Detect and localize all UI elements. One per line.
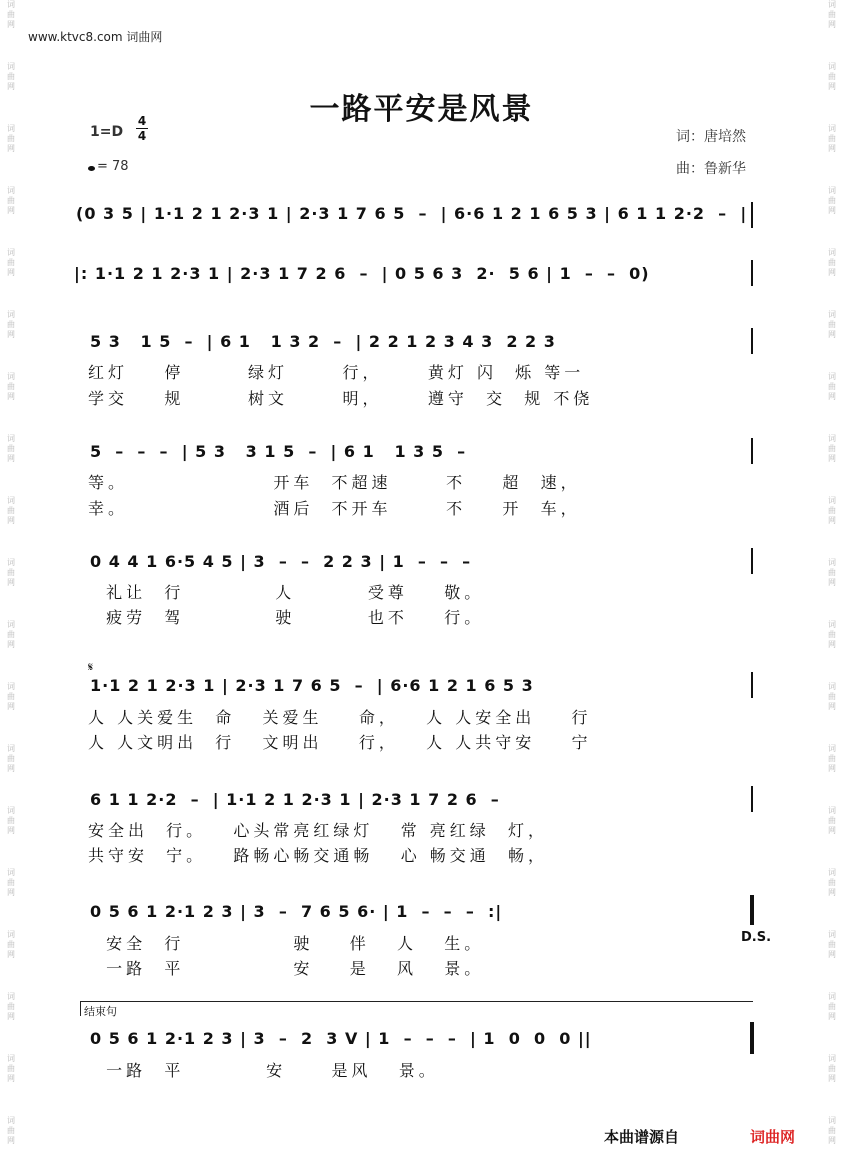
lyrics-line-7-verse-2: 共守安 宁。 路畅心畅交通畅 心 畅交通 畅， (88, 846, 548, 865)
watermark-text: 词 曲 网 (828, 124, 836, 153)
watermark-text: 词 曲 网 (828, 930, 836, 959)
watermark-text: 词 曲 网 (828, 0, 836, 29)
barline (751, 672, 753, 698)
lyrics-line-7-verse-1: 安全出 行。 心头常亮红绿灯 常 亮红绿 灯， (88, 821, 548, 840)
barline (751, 786, 753, 812)
lyrics-line-3-verse-1: 红灯 停 绿灯 行， 黄灯 闪 烁 等一 (88, 363, 585, 382)
watermark-text: 词 曲 网 (7, 558, 15, 587)
lyrics-line-5-verse-1: 礼让 行 人 受尊 敬。 (88, 583, 485, 602)
watermark-text: 词 曲 网 (7, 496, 15, 525)
footer-logo[interactable]: 词曲网 (750, 1128, 796, 1146)
watermark-text: 词 曲 网 (7, 992, 15, 1021)
lyrics-line-4-verse-1: 等。 开车 不超速 不 超 速， (88, 473, 581, 492)
watermark-text: 词 曲 网 (828, 310, 836, 339)
watermark-text: 词 曲 网 (7, 0, 15, 29)
ending-label: 结束句 (84, 1005, 117, 1018)
watermark-text: 词 曲 网 (828, 62, 836, 91)
right-watermark-strip (821, 0, 843, 1172)
lyrics-line-8-verse-2: 一路 平 安 是 风 景。 (88, 959, 485, 978)
watermark-text: 词 曲 网 (7, 1116, 15, 1145)
watermark-text: 词 曲 网 (7, 372, 15, 401)
lyricist: 词：唐培然 (676, 129, 746, 145)
notes-line-7: 6 1 1 2·2 – | 1·1 2 1 2·3 1 | 2·3 1 7 2 6 – (90, 790, 500, 809)
song-title: 一路平安是风景 (309, 92, 534, 127)
composer: 曲：鲁新华 (676, 161, 746, 177)
footer-source-text: 本曲谱源自 (604, 1128, 680, 1146)
watermark-text: 词 曲 网 (828, 372, 836, 401)
watermark-text: 词 曲 网 (7, 310, 15, 339)
watermark-text: 词 曲 网 (7, 1054, 15, 1083)
watermark-text: 词 曲 网 (7, 434, 15, 463)
watermark-text: 词 曲 网 (828, 806, 836, 835)
watermark-text: 词 曲 网 (7, 682, 15, 711)
notes-line-8: 0 5 6 1 2·1 2 3 | 3 – 7 6 5 6· | 1 – – – :| (90, 902, 503, 921)
barline (751, 438, 753, 464)
lyrics-line-9-verse-1: 一路 平 安 是风 景。 (88, 1061, 439, 1080)
watermark-text: 词 曲 网 (7, 248, 15, 277)
key-signature: 1=D (90, 124, 124, 140)
watermark-text: 词 曲 网 (828, 496, 836, 525)
ending-bracket (80, 1001, 753, 1016)
barline (751, 328, 753, 354)
watermark-text: 词 曲 网 (828, 620, 836, 649)
lyrics-line-5-verse-2: 疲劳 驾 驶 也不 行。 (88, 608, 485, 627)
watermark-text: 词 曲 网 (7, 806, 15, 835)
segno-icon: 𝄋 (88, 660, 94, 674)
watermark-text: 词 曲 网 (828, 868, 836, 897)
left-watermark-strip (0, 0, 22, 1172)
time-signature (136, 114, 148, 143)
notes-line-3: 5 3 1 5 – | 6 1 1 3 2 – | 2 2 1 2 3 4 3 2 2 3 (90, 332, 556, 351)
notes-line-4: 5 – – – | 5 3 3 1 5 – | 6 1 1 3 5 – (90, 442, 467, 461)
quarter-note-icon (88, 166, 95, 171)
notes-line-5: 0 4 4 1 6·5 4 5 | 3 – – 2 2 3 | 1 – – – (90, 552, 472, 571)
watermark-text: 词 曲 网 (7, 186, 15, 215)
lyrics-line-6-verse-2: 人 人文明出 行 文明出 行， 人 人共守安 宁 (88, 733, 592, 752)
tempo-value: = 78 (97, 159, 129, 174)
lyrics-line-8-verse-1: 安全 行 驶 伴 人 生。 (88, 934, 485, 953)
watermark-text: 词 曲 网 (828, 186, 836, 215)
watermark-text: 词 曲 网 (828, 1054, 836, 1083)
notes-line-6: 1·1 2 1 2·3 1 | 2·3 1 7 6 5 – | 6·6 1 2 1 6 5 3 (90, 676, 534, 695)
watermark-text: 词 曲 网 (7, 620, 15, 649)
notes-line-1: (0 3 5 | 1·1 2 1 2·3 1 | 2·3 1 7 6 5 – | 6·6 1 2 1 6 5 3 | 6 1 1 2·2 – | (76, 204, 748, 223)
notes-line-9: 0 5 6 1 2·1 2 3 | 3 – 2 3 V | 1 – – – | 1 0 0 0 || (90, 1029, 592, 1048)
notes-line-2: |: 1·1 2 1 2·3 1 | 2·3 1 7 2 6 – | 0 5 6 3 2· 5 6 | 1 – – 0) (74, 264, 650, 283)
tempo-marking (88, 159, 129, 174)
watermark-text: 词 曲 网 (7, 744, 15, 773)
watermark-text: 词 曲 网 (828, 558, 836, 587)
barline (751, 202, 753, 228)
watermark-text: 词 曲 网 (828, 992, 836, 1021)
watermark-text: 词 曲 网 (828, 434, 836, 463)
time-signature-top: 4 (137, 114, 147, 128)
site-url[interactable]: www.ktvc8.com 词曲网 (28, 30, 163, 44)
lyrics-line-3-verse-2: 学交 规 树文 明， 遵守 交 规 不侥 (88, 389, 594, 408)
watermark-text: 词 曲 网 (828, 248, 836, 277)
watermark-text: 词 曲 网 (7, 62, 15, 91)
final-barline (750, 895, 754, 925)
watermark-text: 词 曲 网 (828, 682, 836, 711)
dal-segno-mark: D.S. (741, 930, 772, 945)
watermark-text: 词 曲 网 (7, 124, 15, 153)
watermark-text: 词 曲 网 (828, 744, 836, 773)
final-barline (750, 1022, 754, 1054)
barline (751, 548, 753, 574)
time-signature-bottom: 4 (137, 129, 147, 143)
watermark-text: 词 曲 网 (828, 1116, 836, 1145)
lyrics-line-4-verse-2: 幸。 酒后 不开车 不 开 车， (88, 499, 581, 518)
watermark-text: 词 曲 网 (7, 930, 15, 959)
barline (751, 260, 753, 286)
lyrics-line-6-verse-1: 人 人关爱生 命 关爱生 命， 人 人安全出 行 (88, 708, 592, 727)
watermark-text: 词 曲 网 (7, 868, 15, 897)
